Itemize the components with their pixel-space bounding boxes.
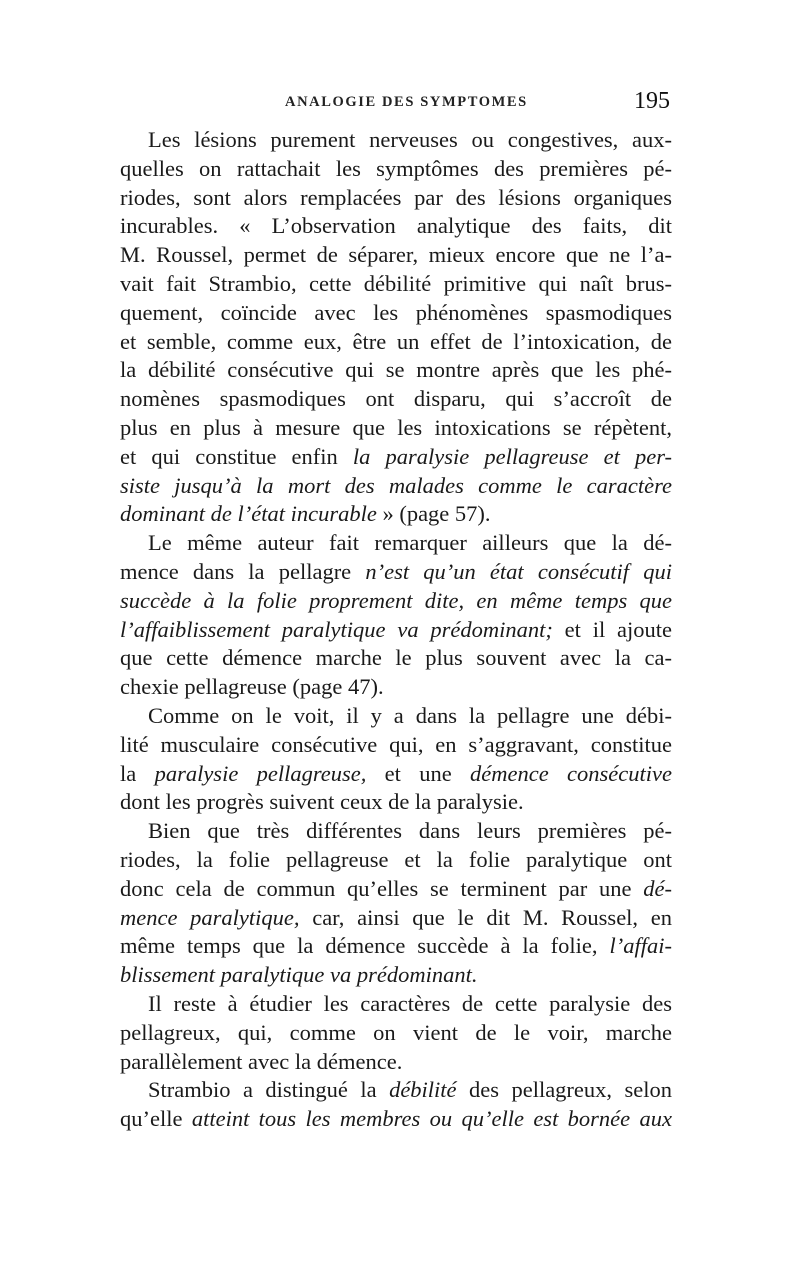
text-segment: quelles on rattachait les symptômes des premières pé-	[120, 155, 672, 181]
body-text	[120, 126, 672, 1134]
text-line	[120, 760, 672, 789]
text-line	[120, 1076, 672, 1105]
text-segment: qu’elle	[120, 1106, 192, 1132]
text-segment: donc cela de commun qu’elles se terminent par une	[120, 875, 644, 901]
text-line	[120, 558, 672, 587]
text-segment: mence dans la pellagre	[120, 558, 366, 584]
text-segment: M. Roussel, permet de séparer, mieux encore que ne l’a-	[120, 242, 672, 268]
italic-text: débilité	[389, 1077, 457, 1103]
text-line	[120, 616, 672, 645]
italic-text: n’est qu’un état consécutif qui	[365, 558, 672, 584]
text-segment: quement, coïncide avec les phénomènes spasmodiques	[120, 299, 672, 325]
text-segment: et semble, comme eux, être un effet de l’intoxication, de	[120, 328, 672, 354]
italic-text: l’affai-	[609, 933, 672, 959]
text-segment: riodes, sont alors remplacées par des lésions organiques	[120, 184, 672, 210]
text-segment: même temps que la démence succède à la folie,	[120, 933, 610, 959]
text-segment: car, ainsi que le dit M. Roussel, en	[299, 904, 672, 930]
text-segment: la	[120, 760, 155, 786]
text-line	[120, 155, 672, 184]
italic-text: mence paralytique,	[120, 904, 300, 930]
text-line	[120, 414, 672, 443]
text-segment: et il ajoute	[552, 616, 672, 642]
text-segment: incurables. « L’observation analytique des faits, dit	[120, 213, 672, 239]
text-line	[120, 846, 672, 875]
text-segment: Le même auteur fait remarquer ailleurs que la dé-	[148, 530, 672, 556]
italic-text: l’affaiblissement paralytique va prédominant;	[120, 616, 553, 642]
text-line	[120, 990, 672, 1019]
text-line	[120, 731, 672, 760]
italic-text: dominant de l’état incurable	[120, 501, 377, 527]
text-segment: que cette démence marche le plus souvent avec la ca-	[120, 645, 672, 671]
text-line	[120, 184, 672, 213]
text-segment: riodes, la folie pellagreuse et la folie paralytique ont	[120, 846, 672, 872]
text-line	[120, 472, 672, 501]
text-segment: vait fait Strambio, cette débilité primitive qui naît brus-	[120, 270, 672, 296]
text-segment: Il reste à étudier les caractères de cette paralysie des	[148, 990, 672, 1016]
text-line	[120, 299, 672, 328]
italic-text: dé-	[643, 875, 672, 901]
text-line	[120, 385, 672, 414]
text-line	[120, 212, 672, 241]
text-line	[120, 356, 672, 385]
text-line	[120, 644, 672, 673]
italic-text: succède à la folie proprement dite, en même temps que	[120, 587, 672, 613]
text-line	[120, 587, 672, 616]
text-segment: lité musculaire consécutive qui, en s’aggravant, constitue	[120, 731, 672, 757]
text-segment: la débilité consécutive qui se montre après que les phé-	[120, 357, 672, 383]
text-line	[120, 788, 672, 817]
text-line	[120, 875, 672, 904]
italic-text: démence consécutive	[470, 760, 672, 786]
text-segment: Strambio a distingué la	[148, 1077, 390, 1103]
text-segment: pellagreux, qui, comme on vient de le voir, marche	[120, 1019, 672, 1045]
text-segment: nomènes spasmodiques ont disparu, qui s’accroît de	[120, 386, 672, 412]
italic-text: atteint tous les membres ou qu’elle est bornée aux	[191, 1106, 672, 1132]
text-line	[120, 1105, 672, 1134]
text-segment: et qui constitue enfin	[120, 443, 353, 469]
text-line	[120, 932, 672, 961]
text-segment: et une	[366, 760, 471, 786]
text-line	[120, 529, 672, 558]
text-line	[120, 443, 672, 472]
text-segment: Bien que très différentes dans leurs premières pé-	[148, 818, 672, 844]
text-line	[120, 673, 672, 702]
text-line	[120, 1019, 672, 1048]
text-line	[120, 1048, 672, 1077]
italic-text: blissement paralytique va prédominant.	[120, 962, 478, 988]
italic-text: paralysie pellagreuse,	[154, 760, 367, 786]
text-segment: des pellagreux, selon	[456, 1077, 672, 1103]
text-segment: » (page 57).	[376, 501, 491, 527]
text-line	[120, 328, 672, 357]
page-header	[120, 90, 670, 124]
running-title: ANALOGIE DES SYMPTOMES	[285, 94, 528, 110]
text-line	[120, 817, 672, 846]
text-line	[120, 961, 672, 990]
text-segment: plus en plus à mesure que les intoxications se répètent,	[120, 414, 672, 440]
text-segment: parallèlement avec la démence.	[120, 1048, 403, 1074]
italic-text: la paralysie pellagreuse et per-	[352, 443, 673, 469]
page-number: 195	[634, 88, 670, 114]
text-line	[120, 702, 672, 731]
text-segment: dont les progrès suivent ceux de la paralysie.	[120, 789, 524, 815]
text-segment: chexie pellagreuse (page 47).	[120, 674, 384, 700]
text-segment: Les lésions purement nerveuses ou congestives, aux-	[148, 127, 672, 152]
italic-text: siste jusqu’à la mort des malades comme le caractère	[120, 472, 672, 498]
text-line	[120, 126, 672, 155]
text-line	[120, 904, 672, 933]
text-line	[120, 270, 672, 299]
text-line	[120, 500, 672, 529]
text-segment: Comme on le voit, il y a dans la pellagre une débi-	[148, 702, 672, 728]
text-line	[120, 241, 672, 270]
